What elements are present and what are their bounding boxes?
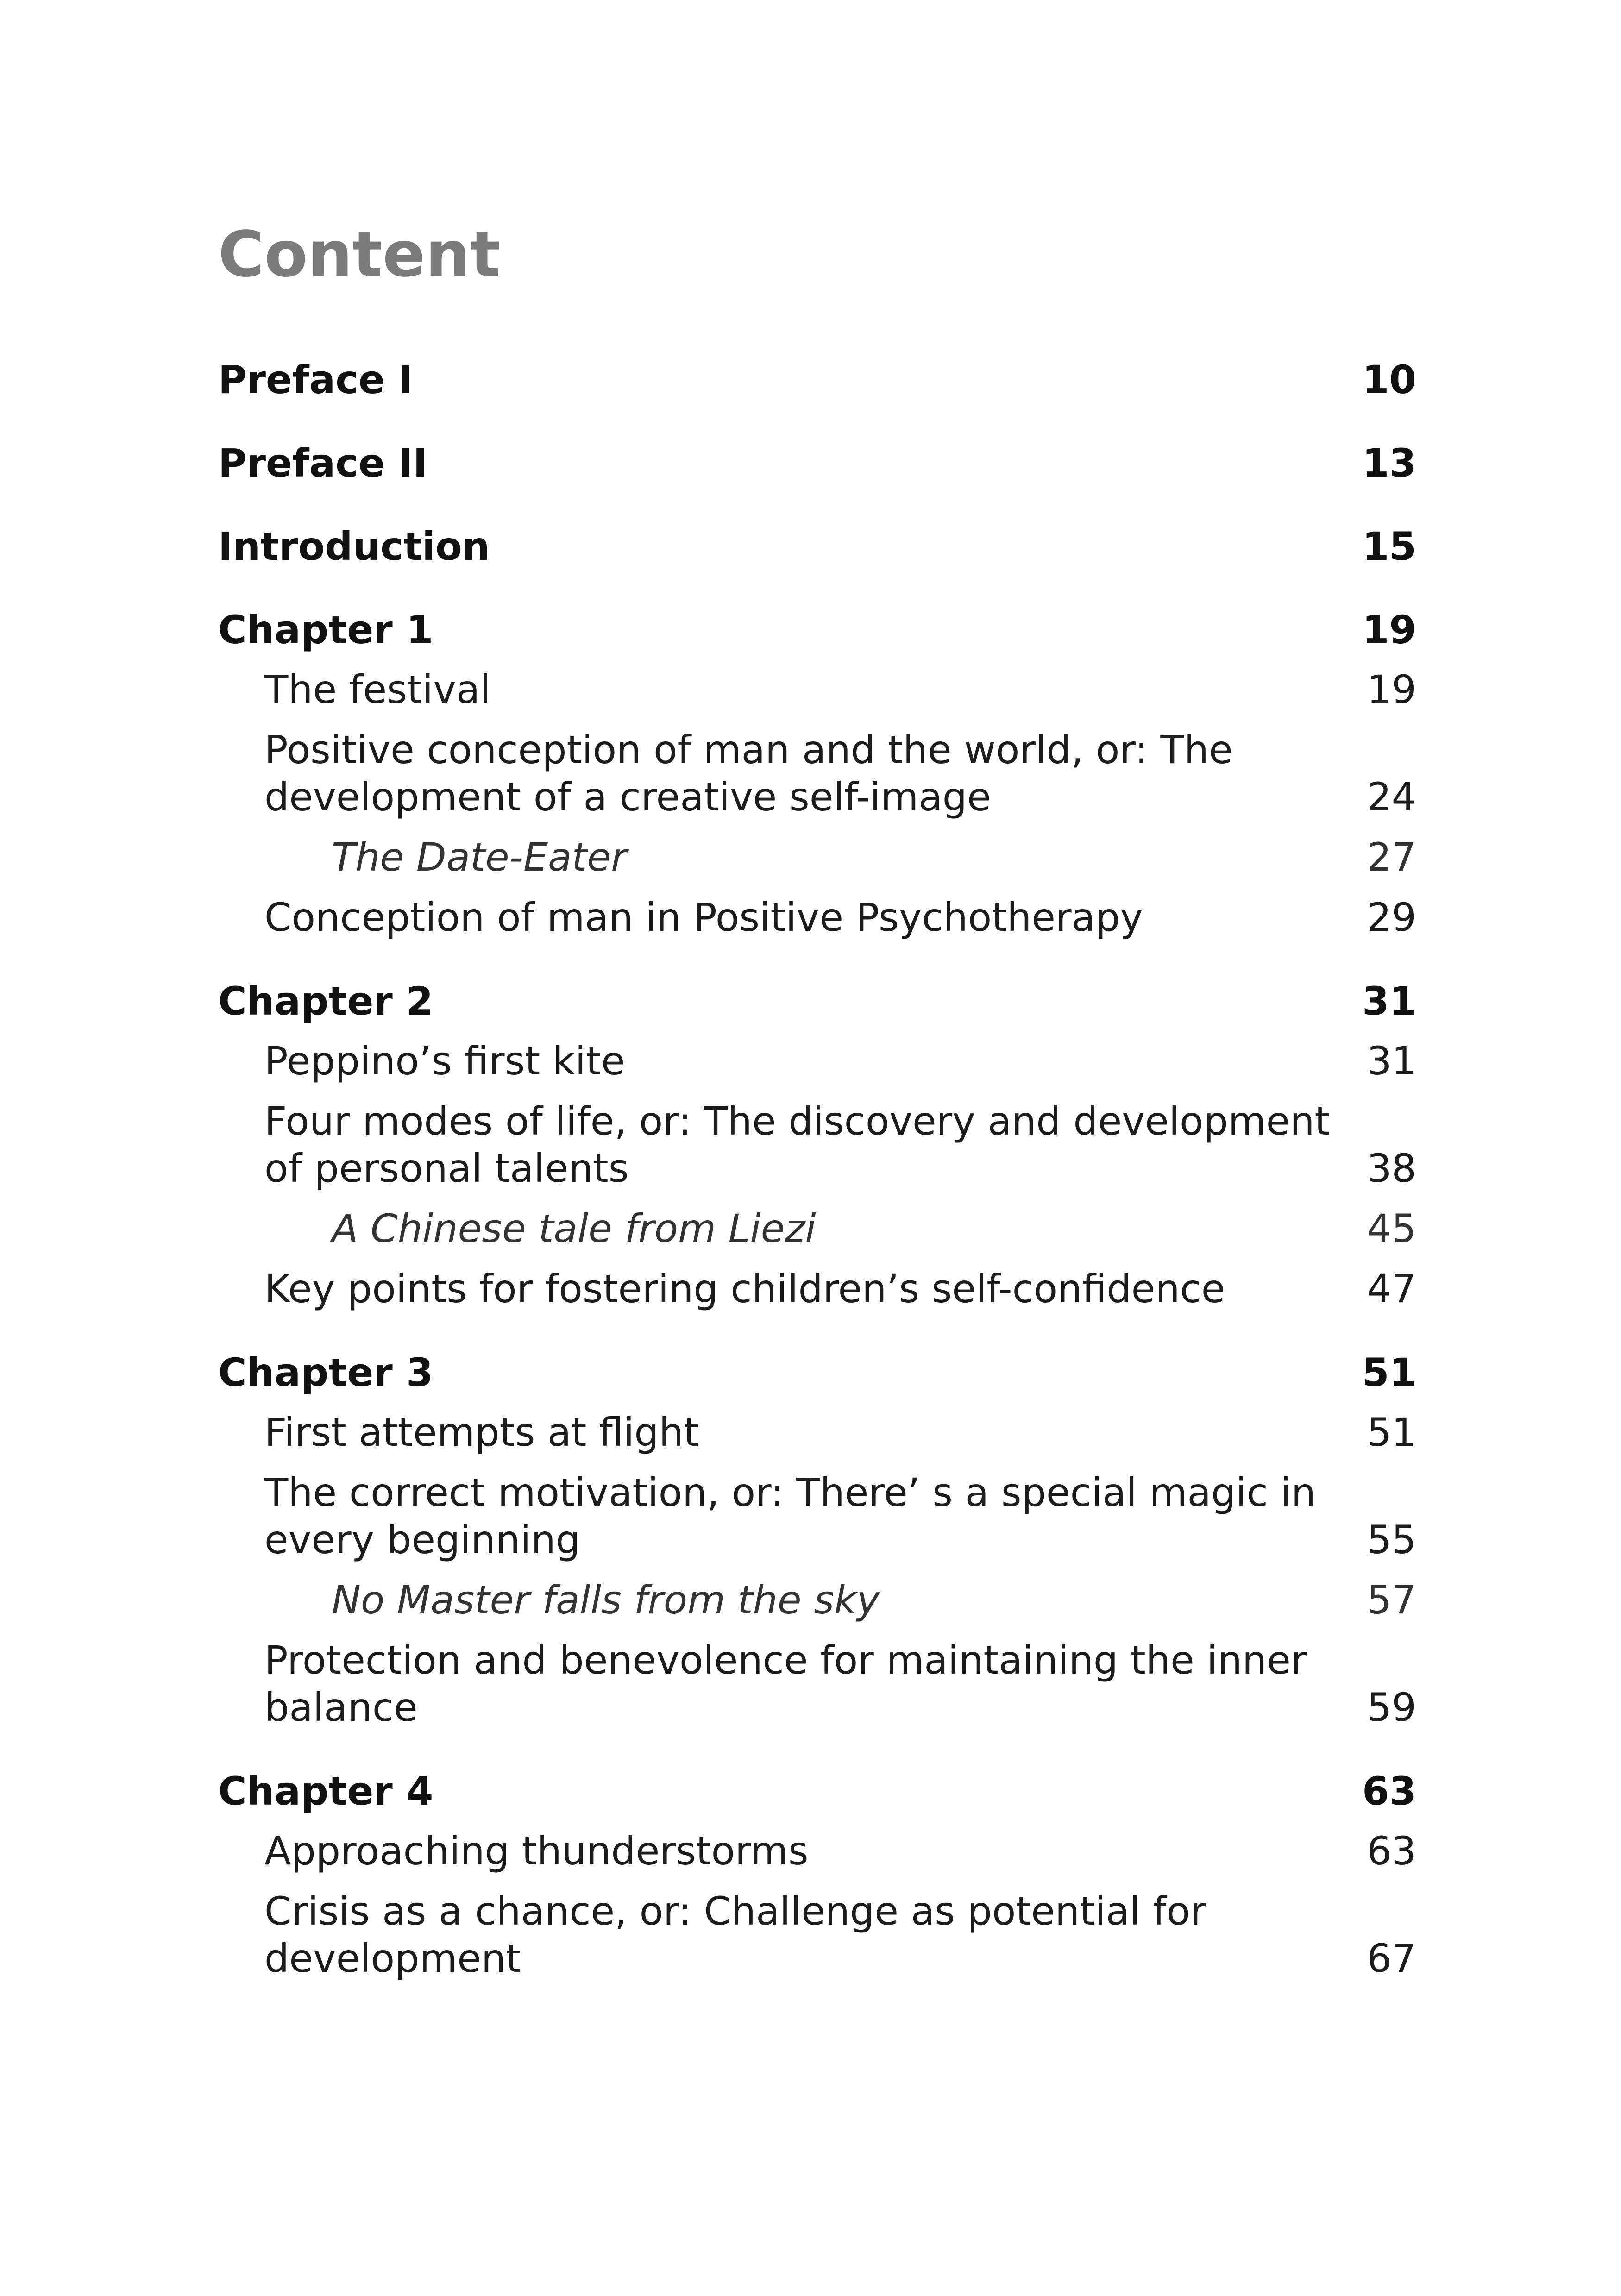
toc-entry-label: The Date-Eater <box>332 834 627 880</box>
toc-entry-section <box>218 1637 1416 1731</box>
toc-entry-label: A Chinese tale from Liezi <box>332 1206 816 1251</box>
toc-entry-chapter-4 <box>218 1768 1416 1814</box>
toc-entry-label: Conception of man in Positive Psychotherapy <box>264 895 1143 940</box>
toc-entry-label: Key points for fostering children’s self-confidence <box>264 1266 1225 1311</box>
toc-entry-label: Preface I <box>218 357 413 402</box>
toc-entry-label: Peppino’s first kite <box>264 1038 625 1084</box>
toc-entry-preface-2 <box>218 440 1416 486</box>
toc-entry-page: 31 <box>1367 1038 1416 1084</box>
toc-entry-chapter-1 <box>218 607 1416 653</box>
toc-entry-page: 24 <box>1367 774 1416 820</box>
toc-entry-chapter-2 <box>218 978 1416 1024</box>
toc-entry-page: 57 <box>1367 1577 1416 1623</box>
toc-entry-chapter-3 <box>218 1349 1416 1396</box>
toc-entry-story <box>218 834 1416 881</box>
toc-entry-section <box>218 1098 1416 1192</box>
toc-entry-section <box>218 666 1416 713</box>
toc-entry-page: 38 <box>1367 1146 1416 1191</box>
toc-entry-page: 31 <box>1362 979 1416 1024</box>
toc-entry-page: 19 <box>1362 607 1416 652</box>
toc-entry-label: No Master falls from the sky <box>332 1577 880 1623</box>
toc-entry-page: 63 <box>1362 1769 1416 1814</box>
toc-entry-page: 59 <box>1367 1685 1416 1730</box>
toc-entry-page: 67 <box>1367 1936 1416 1981</box>
toc-entry-page: 47 <box>1367 1266 1416 1311</box>
toc-entry-label: Approaching thunderstorms <box>264 1828 809 1874</box>
toc-entry-story <box>218 1205 1416 1252</box>
toc-entry-label: Protection and benevolence for maintaining the inner balance <box>264 1637 1307 1730</box>
toc-entry-label: Positive conception of man and the world, or: The development of a creative self-image <box>264 727 1233 820</box>
toc-entry-section <box>218 1265 1416 1312</box>
toc-entry-section <box>218 726 1416 821</box>
toc-entry-page: 55 <box>1367 1517 1416 1562</box>
toc-entry-label: Four modes of life, or: The discovery and development of personal talents <box>264 1098 1330 1191</box>
toc-entry-page: 27 <box>1367 834 1416 880</box>
toc-entry-preface-1 <box>218 357 1416 403</box>
toc-entry-section <box>218 1037 1416 1085</box>
page-title: Content <box>218 218 501 291</box>
toc-entry-page: 10 <box>1362 357 1416 402</box>
toc-entry-page: 51 <box>1362 1350 1416 1395</box>
toc-entry-label: Preface II <box>218 440 427 486</box>
toc-entry-page: 13 <box>1362 440 1416 486</box>
toc-entry-page: 51 <box>1367 1410 1416 1455</box>
toc-page <box>218 213 1416 1982</box>
toc-entry-label: Crisis as a chance, or: Challenge as potential for development <box>264 1888 1206 1981</box>
toc-entry-introduction <box>218 523 1416 570</box>
toc-entry-section <box>218 1888 1416 1982</box>
toc-entry-label: Chapter 2 <box>218 979 434 1024</box>
toc-entry-section <box>218 894 1416 941</box>
toc-entry-label: The correct motivation, or: There’ s a special magic in every beginning <box>264 1470 1316 1562</box>
toc-entry-story <box>218 1576 1416 1624</box>
toc-list <box>218 357 1416 1982</box>
toc-entry-label: Chapter 4 <box>218 1769 434 1814</box>
toc-entry-page: 45 <box>1367 1206 1416 1251</box>
toc-entry-section <box>218 1409 1416 1456</box>
toc-entry-label: The festival <box>264 667 491 712</box>
toc-entry-section <box>218 1827 1416 1875</box>
toc-entry-page: 29 <box>1367 895 1416 940</box>
toc-entry-page: 15 <box>1362 524 1416 569</box>
toc-entry-label: Chapter 3 <box>218 1350 434 1395</box>
toc-entry-label: First attempts at flight <box>264 1410 699 1455</box>
toc-entry-page: 19 <box>1367 667 1416 712</box>
toc-entry-section <box>218 1469 1416 1563</box>
toc-entry-label: Introduction <box>218 524 490 569</box>
toc-entry-page: 63 <box>1367 1828 1416 1874</box>
toc-entry-label: Chapter 1 <box>218 607 434 652</box>
